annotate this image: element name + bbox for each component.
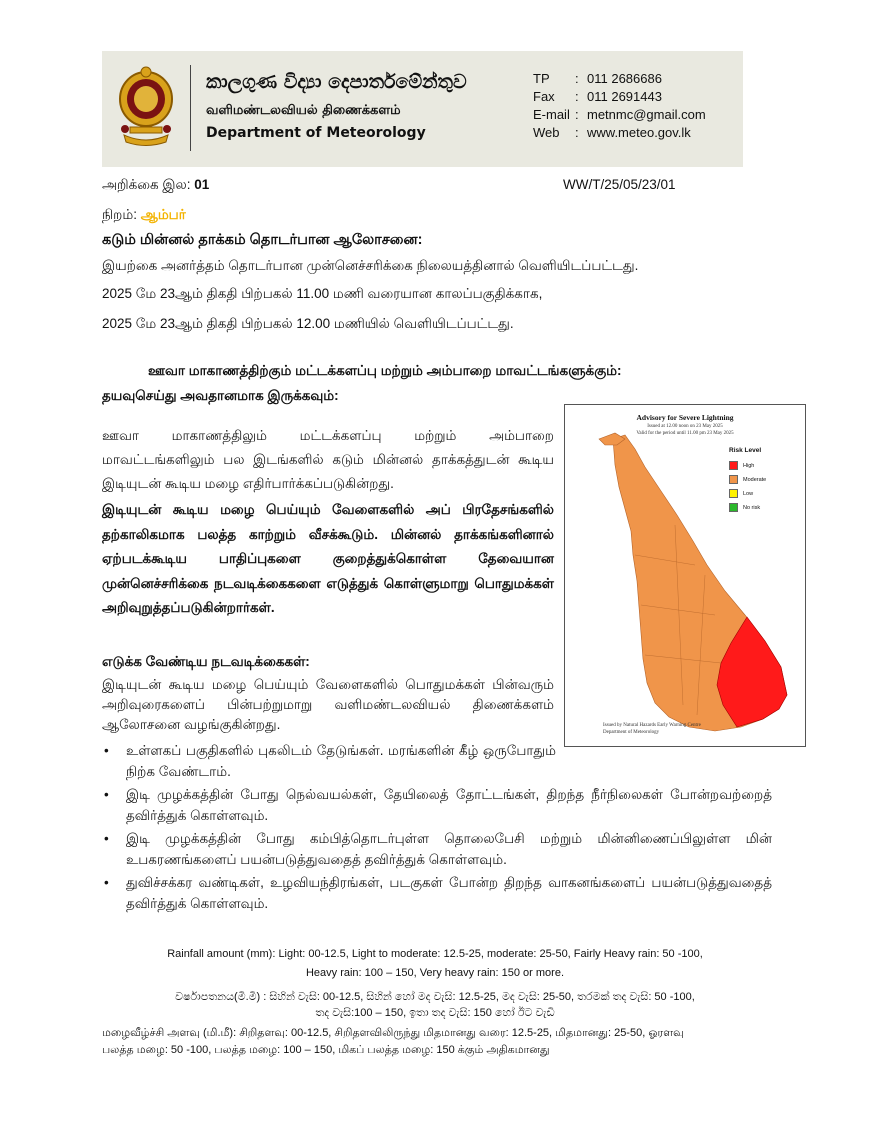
colour-level	[102, 207, 186, 225]
legend-swatch	[729, 503, 738, 512]
actions-heading: எடுக்க வேண்டிய நடவடிக்கைகள்:	[102, 654, 310, 669]
colour-label: நிறம்:	[102, 207, 137, 222]
contact-value: 011 2691443	[587, 89, 662, 104]
legend-label: Low	[743, 490, 754, 497]
list-item	[102, 828, 772, 870]
contact-key: E-mail	[533, 107, 570, 122]
rainfall-scale-sinhala: වර්ෂාපතනය(මි.මී) : සිහින් වැසි: 00-12.5, සිහින් හෝ මද වැසි: 12.5-25, මද වැසි: 25-50, තරමක් තද වැසි: 50 -100,	[175, 991, 695, 1003]
department-name-tamil: வளிமண்டலவியல் திணைக்களம்	[206, 103, 401, 118]
issued-by: இயற்கை அனர்த்தம் தொடர்பான முன்னெச்சரிக்கை நிலையத்தினால் வெளியிடப்பட்டது.	[102, 258, 639, 273]
contact-key: TP	[533, 71, 550, 86]
list-item-text: உள்ளகப் பகுதிகளில் புகலிடம் தேடுங்கள். மரங்களின் கீழ் ஒருபோதும் நிற்க வேண்டாம்.	[126, 743, 556, 779]
contact-block	[533, 71, 706, 143]
contact-key: Web	[533, 125, 560, 140]
letterhead	[102, 51, 743, 167]
list-item	[102, 740, 556, 782]
legend-swatch	[729, 461, 738, 470]
list-item-text: இடி முழக்கத்தின் போது கம்பித்தொடர்புள்ள தொலைபேசி மற்றும் மின்னிணைப்பிலுள்ள மின் உபகரணங்களைப் பயன்படுத்துவதைத் தவிர்த்துக் கொள்ளவும்.	[126, 831, 772, 867]
bullet-icon: •	[104, 743, 109, 758]
contact-email-link[interactable]: metnmc@gmail.com	[587, 107, 706, 122]
list-item-text: இடி முழக்கத்தின் போது நெல்வயல்கள், தேயிலைத் தோட்டங்கள், திறந்த நீர்நிலைகள் போன்றவற்றைத் தவிர்த்துக் கொள்ளவும்.	[126, 787, 772, 823]
contact-sep: :	[575, 107, 579, 122]
map-source: Issued by Natural Hazards Early Warning Centre	[603, 723, 701, 728]
actions-intro: இடியுடன் கூடிய மழை பெய்யும் வேளைகளில் பொதுமக்கள் பின்வரும் அறிவுரைகளைப் பின்பற்றுமாறு வளிமண்டலவியல் திணைக்களம் ஆலோசனை வழங்குகின்றது.	[102, 677, 554, 732]
contact-sep: :	[575, 71, 579, 86]
contact-row-phone	[533, 71, 706, 89]
notice-number-label: அறிக்கை இல:	[102, 177, 191, 192]
attention-heading: தயவுசெய்து அவதானமாக இருக்கவும்:	[102, 388, 339, 403]
legend-label: High	[743, 462, 755, 469]
bullet-icon: •	[104, 831, 109, 846]
valid-period: 2025 மே 23ஆம் திகதி பிற்பகல் 11.00 மணி வரையான காலப்பகுதிக்காக,	[102, 286, 543, 301]
legend-swatch	[729, 489, 738, 498]
bullet-icon: •	[104, 787, 109, 802]
contact-value: 011 2686686	[587, 71, 662, 86]
contact-row-fax	[533, 89, 706, 107]
map-valid: Valid for the period until 11.00 pm 23 May 2025	[636, 431, 734, 436]
map-issued: Issued at 12.00 noon on 23 May 2025	[647, 424, 723, 429]
contact-sep: :	[575, 89, 579, 104]
department-name-sinhala: කාලගුණ විද්‍යා දෙපාර්තමේන්තුව	[206, 71, 467, 93]
issued-time: 2025 மே 23ஆம் திகதி பிற்பகல் 12.00 மணியில் வெளியிடப்பட்டது.	[102, 316, 514, 331]
forecast-paragraph: ஊவா மாகாணத்திலும் மட்டக்களப்பு மற்றும் அம்பாறை மாவட்டங்களிலும் பல இடங்களில் கடும் மின்னல் தாக்கத்துடன் கூடிய இடியுடன் கூடிய மழை எதிர்பார்க்கப்படுகின்றது.	[102, 428, 554, 491]
emblem-icon	[116, 65, 176, 149]
rainfall-scale-english-cont: Heavy rain: 100 – 150, Very heavy rain: 150 or more.	[305, 967, 565, 979]
legend-title: Risk Level	[729, 447, 762, 454]
legend-item-high	[729, 461, 754, 470]
letterhead-divider	[190, 65, 191, 151]
legend-label: No risk	[743, 504, 761, 511]
risk-map	[564, 404, 806, 747]
legend-item-low	[729, 489, 753, 498]
list-item-text: துவிச்சக்கர வண்டிகள், உழவியந்திரங்கள், படகுகள் போன்ற திறந்த வாகனங்களைப் பயன்படுத்துவதைத் தவிர்த்துக் கொள்ளவும்.	[126, 875, 772, 911]
advisory-title: கடும் மின்னல் தாக்கம் தொடர்பான ஆலோசனை:	[102, 232, 423, 248]
department-name-english: Department of Meteorology	[206, 125, 426, 141]
rainfall-scale-tamil-cont: பலத்த மழை: 50 -100, பலத்த மழை: 100 – 150, மிகப் பலத்த மழை: 150 க்கும் அதிகமானது	[102, 1044, 550, 1056]
contact-row-web	[533, 125, 706, 143]
list-item	[102, 784, 772, 826]
contact-sep: :	[575, 125, 579, 140]
legend-swatch	[729, 475, 738, 484]
warning-paragraph: இடியுடன் கூடிய மழை பெய்யும் வேளைகளில் அப் பிரதேசங்களில் தற்காலிகமாக பலத்த காற்றும் வீசக்கூடும். மின்னல் தாக்கங்களினால் ஏற்படக்கூடிய பாதிப்புகளை குறைத்துக்கொள்ள தேவையான முன்னெச்சரிக்கை நடவடிக்கைகளை எடுத்துக் கொள்ளுமாறு பொதுமக்கள் அறிவுறுத்தப்படுகின்றார்கள்.	[102, 502, 554, 615]
precaution-list	[102, 740, 772, 916]
list-item	[102, 872, 772, 914]
legend-item-moderate	[729, 475, 766, 484]
bullet-icon: •	[104, 875, 109, 890]
legend-item-no-risk	[729, 503, 760, 512]
notice-number-value: 01	[194, 177, 210, 192]
map-title: Advisory for Severe Lightning	[636, 413, 734, 422]
contact-row-email	[533, 107, 706, 125]
sri-lanka-map	[565, 405, 805, 746]
contact-key: Fax	[533, 89, 555, 104]
reference-code: WW/T/25/05/23/01	[563, 177, 676, 192]
rainfall-scale-sinhala-cont: තද වැසි:100 – 150, ඉතා තද වැසි: 150 හෝ ඊට වැඩි	[315, 1007, 555, 1019]
legend-label: Moderate	[743, 476, 767, 483]
colour-value: ஆம்பர்	[140, 207, 186, 222]
map-source-dept: Department of Meteorology	[603, 730, 660, 735]
rainfall-scale-english: Rainfall amount (mm): Light: 00-12.5, Light to moderate: 12.5-25, moderate: 25-50, Fairly Heavy rain: 50 -100,	[167, 948, 703, 960]
region-heading: ஊவா மாகாணத்திற்கும் மட்டக்களப்பு மற்றும் அம்பாறை மாவட்டங்களுக்கும்:	[148, 363, 622, 378]
contact-web-link[interactable]: www.meteo.gov.lk	[587, 125, 691, 140]
notice-number	[102, 177, 209, 195]
rainfall-scale-tamil: மழைவீழ்ச்சி அளவு (மி.மீ): சிறிதளவு: 00-12.5, சிறிதளவிலிருந்து மிதமானது வரை: 12.5-25, மிதமானது: 25-50, ஓரளவு	[102, 1027, 684, 1039]
